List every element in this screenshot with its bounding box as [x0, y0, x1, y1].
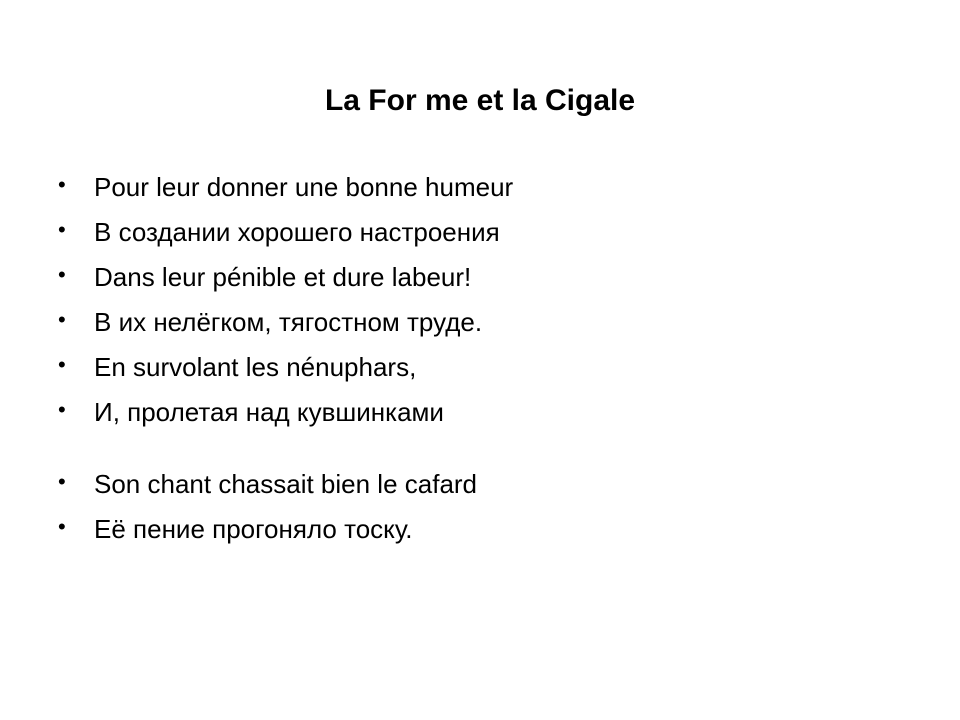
slide-title: La For me et la Cigale	[324, 84, 636, 117]
bullet-icon: •	[58, 397, 66, 422]
bullet-icon: •	[58, 352, 66, 377]
bullet-icon: •	[58, 172, 66, 197]
list-item-text: В создании хорошего настроения	[94, 217, 500, 247]
bullet-list	[58, 172, 918, 559]
list-item	[58, 352, 918, 397]
list-item-text: Dans leur pénible et dure labeur!	[94, 262, 472, 292]
list-item-text: В их нелёгком, тягостном труде.	[94, 307, 483, 337]
list-item	[58, 307, 918, 352]
bullet-icon: •	[58, 514, 66, 539]
list-item-text: Son chant chassait bien le cafard	[94, 469, 478, 499]
list-item-text: Pour leur donner une bonne humeur	[94, 172, 514, 202]
bullet-icon: •	[58, 217, 66, 242]
list-item	[58, 514, 918, 559]
bullet-icon: •	[58, 469, 66, 494]
bullet-icon: •	[58, 262, 66, 287]
list-item	[58, 262, 918, 307]
list-item	[58, 172, 918, 217]
bullet-icon: •	[58, 307, 66, 332]
list-item	[58, 217, 918, 262]
list-item	[58, 397, 918, 442]
list-item-text: Её пение прогоняло тоску.	[94, 514, 413, 544]
list-item	[58, 469, 918, 514]
list-item-text: И, пролетая над кувшинками	[94, 397, 444, 427]
list-item-text: En survolant les nénuphars,	[94, 352, 417, 382]
